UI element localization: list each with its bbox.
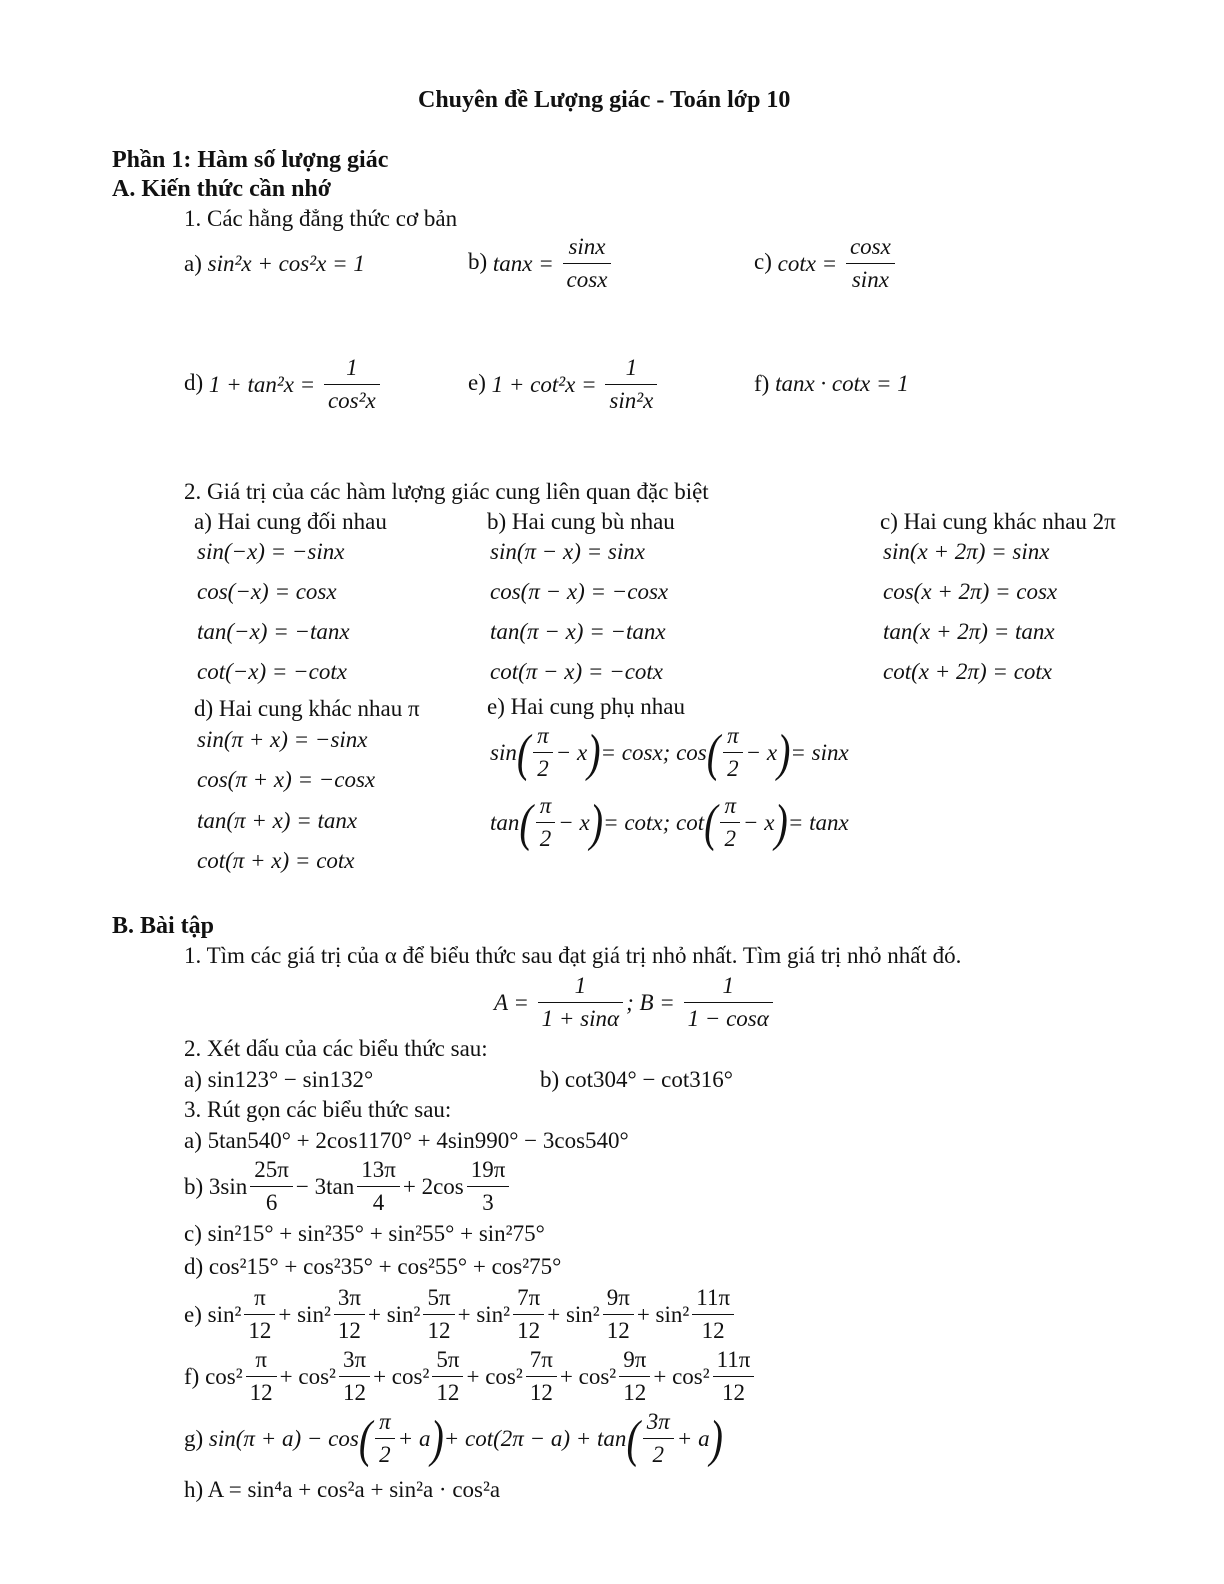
col-c-title: c) Hai cung khác nhau 2π [880,509,1116,534]
exercise-3c: c) sin²15° + sin²35° + sin²55° + sin²75° [184,1221,545,1246]
exercise-2b: b) cot304° − cot316° [540,1067,733,1092]
col-a-line-2: cos(−x) = cosx [197,579,337,604]
complementary-row-1: sin( $\frac{\pi}{2}$ − x)= cosx; cos( $\frac{\pi}{2}$ − x)= sinx [490,722,849,782]
col-d-title: d) Hai cung khác nhau π [194,696,420,721]
exercise-3h: h) A = sin⁴a + cos²a + sin²a · cos²a [184,1477,501,1502]
identity-d: d) 1 + tan²x = $\frac{1}{\text{cos²x}}$ [184,354,383,415]
exercise-3f: f) cos² $\frac{\pi}{12}$ + cos² $\frac{3\pi}{12}$ + cos² $\frac{5\pi}{12}$ + cos² $\frac{7\pi}{12}$ + cos² $\frac{9\pi}{12}$ + cos² $\frac{11\pi}{12}$ [184,1346,757,1407]
exercise-3a: a) 5tan540° + 2cos1170° + 4sin990° − 3cos540° [184,1128,629,1153]
exercise-3g: g) sin(π + a) − cos( $\frac{\pi}{2}$ + a)+ cot(2π − a) + tan( $\frac{3\pi}{2}$ + a) [184,1408,723,1468]
col-b-line-3: tan(π − x) = −tanx [490,619,666,644]
col-a-title: a) Hai cung đối nhau [194,509,387,534]
col-a-line-4: cot(−x) = −cotx [197,659,347,684]
exercise-3d: d) cos²15° + cos²35° + cos²55° + cos²75° [184,1254,562,1279]
identity-a: a) sin²x + cos²x = 1 [184,251,365,276]
col-e-title: e) Hai cung phụ nhau [487,694,685,719]
col-a-line-3: tan(−x) = −tanx [197,619,350,644]
identity-f: f) tanx · cotx = 1 [754,371,909,396]
exercise-3b: b) 3sin $\frac{25\pi}{6}$ − 3tan $\frac{13\pi}{4}$ + 2cos $\frac{19\pi}{3}$ [184,1156,512,1217]
col-c-line-2: cos(x + 2π) = cosx [883,579,1058,604]
col-d-line-1: sin(π + x) = −sinx [197,727,368,752]
col-c-line-4: cot(x + 2π) = cotx [883,659,1052,684]
part-1-heading: Phần 1: Hàm số lượng giác [112,147,389,173]
section-a-heading: A. Kiến thức cần nhớ [112,176,332,202]
exercise-3-text: 3. Rút gọn các biểu thức sau: [184,1097,452,1122]
col-d-line-3: tan(π + x) = tanx [197,808,358,833]
identity-c: c) cotx = $\frac{\cos x}{\sin x}$ [754,233,898,294]
col-b-line-4: cot(π − x) = −cotx [490,659,664,684]
col-b-line-2: cos(π − x) = −cosx [490,579,669,604]
section-b-heading: B. Bài tập [112,913,215,939]
col-d-line-2: cos(π + x) = −cosx [197,767,376,792]
col-b-line-1: sin(π − x) = sinx [490,539,645,564]
exercise-3e: e) sin² $\frac{\pi}{12}$ + sin² $\frac{3\pi}{12}$ + sin² $\frac{5\pi}{12}$ + sin² $\frac{7\pi}{12}$ + sin² $\frac{9\pi}{12}$ + sin² $\frac{11\pi}{12}$ [184,1284,737,1345]
col-c-line-1: sin(x + 2π) = sinx [883,539,1050,564]
special-arcs-heading: 2. Giá trị của các hàm lượng giác cung liên quan đặc biệt [184,479,709,504]
complementary-row-2: tan( $\frac{\pi}{2}$ − x)= cotx; cot( $\frac{\pi}{2}$ − x)= tanx [490,792,849,852]
identities-heading: 1. Các hằng đẳng thức cơ bản [184,206,458,231]
col-c-line-3: tan(x + 2π) = tanx [883,619,1055,644]
col-a-line-1: sin(−x) = −sinx [197,539,345,564]
exercise-1-text: 1. Tìm các giá trị của α để biểu thức sau đạt giá trị nhỏ nhất. Tìm giá trị nhỏ nhất đó. [184,943,962,968]
col-b-title: b) Hai cung bù nhau [487,509,675,534]
col-d-line-4: cot(π + x) = cotx [197,848,355,873]
identity-e: e) 1 + cot²x = $\frac{1}{\text{sin²x}}$ [468,354,660,415]
page-title: Chuyên đề Lượng giác - Toán lớp 10 [418,87,791,113]
exercise-1-formula: A = $\frac{1}{1 + \sin\alpha}$ ; B = $\frac{1}{1 - \cos\alpha}$ [494,972,776,1033]
identity-b: b) tanx = $\frac{\sin x}{\cos x}$ [468,233,614,294]
exercise-2-text: 2. Xét dấu của các biểu thức sau: [184,1036,488,1061]
exercise-2a: a) sin123° − sin132° [184,1067,374,1092]
